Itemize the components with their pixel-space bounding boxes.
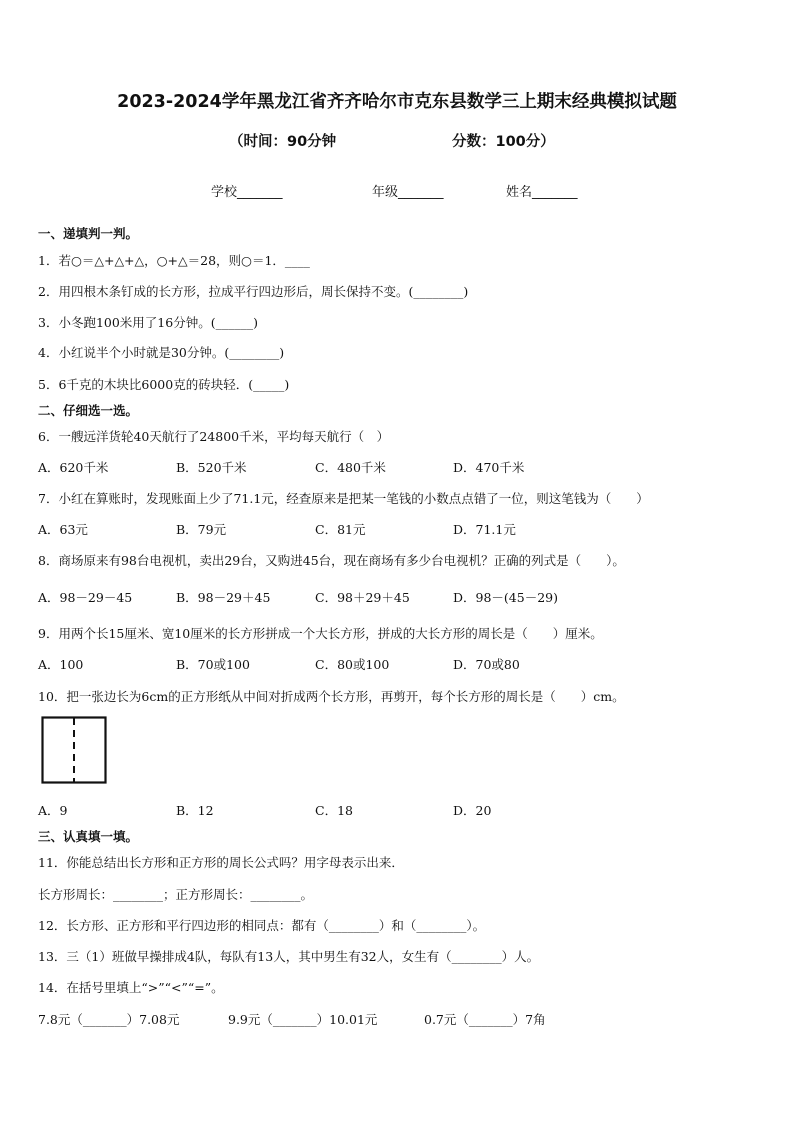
section-1-heading: 一、递填判一判。 [38, 226, 139, 241]
q9-option-d: D．70或80 [453, 657, 520, 672]
q10-option-d: D．20 [453, 803, 492, 818]
question-8: 8．商场原来有98台电视机，卖出29台，又购进45台，现在商场有多少台电视机？正确的列式是（ ）。 [38, 553, 625, 568]
question-5: 5．6千克的木块比6000克的砖块轻．(_____) [38, 377, 290, 392]
exam-score: 分数：100分） [452, 134, 555, 150]
school-field: 学校_______ [211, 185, 283, 200]
q8-option-a: A．98－29－45 [38, 590, 133, 605]
q7-option-a: A．63元 [38, 522, 88, 537]
q14-item-3: 0.7元（_______）7角 [424, 1012, 546, 1027]
name-field: 姓名_______ [506, 185, 578, 200]
q14-item-1: 7.8元（_______）7.08元 [38, 1012, 180, 1027]
q8-option-b: B．98－29＋45 [176, 590, 271, 605]
q10-option-c: C．18 [315, 803, 353, 818]
grade-field: 年级_______ [372, 185, 444, 200]
q9-option-c: C．80或100 [315, 657, 390, 672]
question-3: 3．小冬跑100米用了16分钟。(______) [38, 315, 258, 330]
q7-option-b: B．79元 [176, 522, 227, 537]
q6-option-b: B．520千米 [176, 460, 247, 475]
q6-option-d: D．470千米 [453, 460, 525, 475]
exam-time: （时间：90分钟 [229, 134, 337, 150]
q14-item-2: 9.9元（_______）10.01元 [228, 1012, 378, 1027]
section-2-heading: 二、仔细选一选。 [38, 403, 139, 418]
question-12: 12．长方形、正方形和平行四边形的相同点：都有（________）和（________）。 [38, 918, 486, 933]
question-10: 10．把一张边长为6cm的正方形纸从中间对折成两个长方形，再剪开，每个长方形的周长是（ ）cm。 [38, 689, 625, 704]
q6-option-c: C．480千米 [315, 460, 386, 475]
question-1: 1．若○＝△+△+△，○+△＝28，则○＝1．____ [38, 253, 310, 268]
q6-option-a: A．620千米 [38, 460, 109, 475]
question-6: 6．一艘远洋货轮40天航行了24800千米，平均每天航行（ ） [38, 429, 390, 444]
q8-option-c: C．98＋29＋45 [315, 590, 410, 605]
q10-option-a: A．9 [38, 803, 68, 818]
q9-option-b: B．70或100 [176, 657, 250, 672]
q7-option-d: D．71.1元 [453, 522, 516, 537]
section-3-heading: 三、认真填一填。 [38, 829, 139, 844]
question-9: 9．用两个长15厘米、宽10厘米的长方形拼成一个大长方形，拼成的大长方形的周长是（ ）厘米。 [38, 626, 603, 641]
q8-option-d: D．98－(45－29) [453, 590, 558, 605]
exam-title: 2023-2024学年黑龙江省齐齐哈尔市克东县数学三上期末经典模拟试题 [117, 92, 677, 112]
q7-option-c: C．81元 [315, 522, 366, 537]
question-14: 14．在括号里填上“>”“<”“=”。 [38, 980, 224, 995]
question-2: 2．用四根木条钉成的长方形，拉成平行四边形后，周长保持不变。(________) [38, 284, 469, 299]
question-7: 7．小红在算账时，发现账面上少了71.1元，经查原来是把某一笔钱的小数点点错了一位，则这笔钱为（ ） [38, 491, 649, 506]
question-11: 11．你能总结出长方形和正方形的周长公式吗？用字母表示出来． [38, 855, 404, 870]
question-4: 4．小红说半个小时就是30分钟。(________) [38, 345, 285, 360]
folded-square-figure [41, 716, 107, 784]
question-11-formula-blanks: 长方形周长：________；正方形周长：________。 [38, 887, 314, 902]
q10-option-b: B．12 [176, 803, 214, 818]
q9-option-a: A．100 [38, 657, 84, 672]
question-13: 13．三（1）班做早操排成4队，每队有13人，其中男生有32人，女生有（________）人。 [38, 949, 540, 964]
